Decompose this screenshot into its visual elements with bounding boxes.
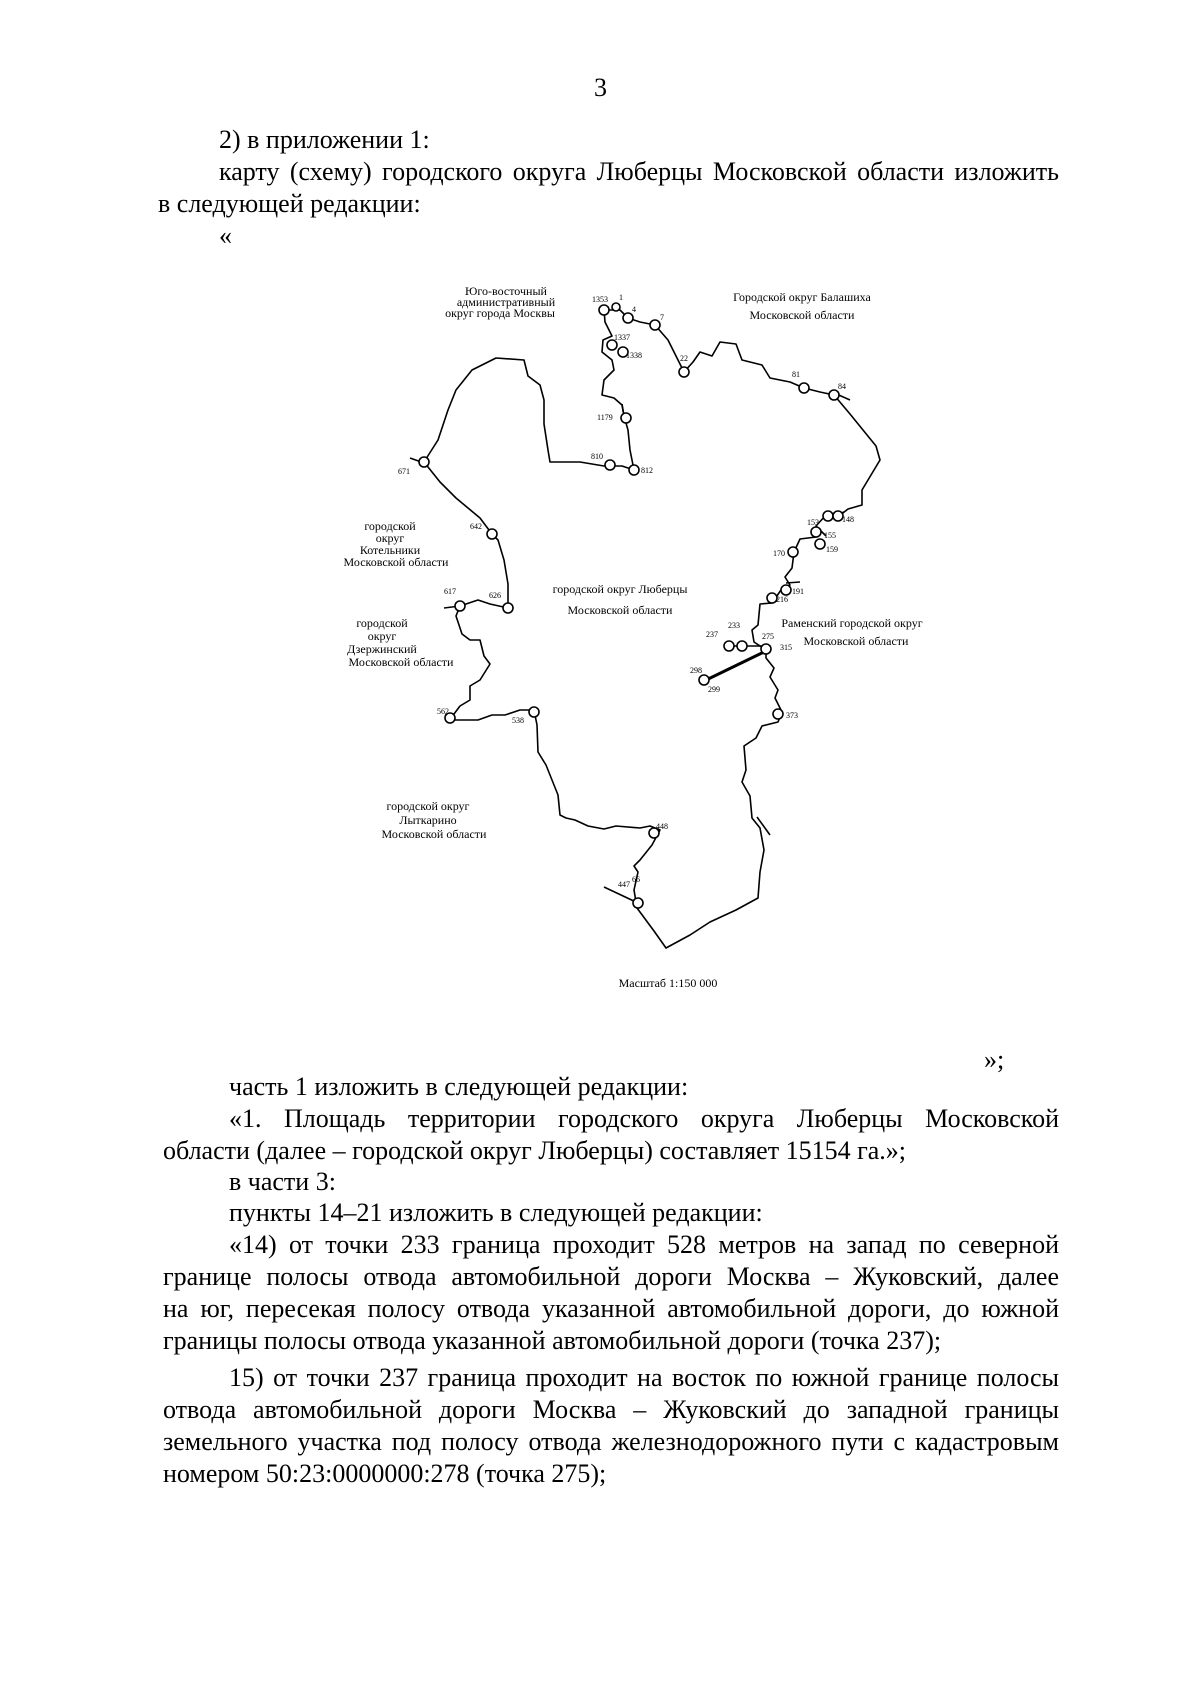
map-scale: Масштаб 1:150 000 <box>618 976 718 990</box>
point-label: 275 <box>762 632 774 641</box>
paragraph-line: земельного участка под полосу отвода железнодорожного пути с кадастровым <box>163 1427 1059 1456</box>
lytkarino-label: городской округ Лыткарино Московской области <box>381 799 487 841</box>
point-label: 671 <box>398 467 410 476</box>
intro-line-1: карту (схему) городского округа Люберцы Московской области изложить <box>219 157 1059 186</box>
ramenskoe-label: Раменский городской округ Московской области <box>781 616 923 648</box>
point-label: 81 <box>792 370 800 379</box>
point-label: 237 <box>706 630 718 639</box>
paragraph-line: на юг, пересекая полосу отвода указанной автомобильной дороги, до южной <box>163 1294 1059 1323</box>
point-label: 170 <box>773 549 785 558</box>
point-label: 1179 <box>597 413 613 422</box>
point-label: 233 <box>728 621 740 630</box>
point-label: 617 <box>444 587 456 596</box>
paragraph-line: границе полосы отвода автомобильной дороги Москва – Жуковский, далее <box>163 1262 1059 1291</box>
point-label: 191 <box>792 587 804 596</box>
point-label: 7 <box>660 313 664 322</box>
point-label: 626 <box>489 591 501 600</box>
paragraph-line: «14) от точки 233 граница проходит 528 метров на запад по северной <box>229 1230 1059 1259</box>
point-label: 22 <box>680 354 688 363</box>
paragraph-line: области (далее – городской округ Люберцы) составляет 15154 га.»; <box>163 1136 907 1165</box>
point-label: 373 <box>786 711 798 720</box>
paragraph-line: границы полосы отвода указанной автомобильной дороги (точка 237); <box>163 1326 942 1355</box>
paragraph-line: номером 50:23:0000000:278 (точка 275); <box>163 1459 607 1488</box>
paragraph: часть 1 изложить в следующей редакции: <box>229 1072 689 1101</box>
page-number: 3 <box>594 73 607 102</box>
point-label: 148 <box>842 515 854 524</box>
point-label: 812 <box>641 466 653 475</box>
area-labels <box>344 284 923 841</box>
point-label: 153 <box>807 518 819 527</box>
point-label: 299 <box>708 685 720 694</box>
point-label: 810 <box>591 452 603 461</box>
point-label: 155 <box>824 531 836 540</box>
point-label: 1338 <box>626 351 642 360</box>
paragraph: пункты 14–21 изложить в следующей редакции: <box>229 1198 763 1227</box>
close-quote: »; <box>984 1045 1005 1074</box>
point-label: 538 <box>512 716 524 725</box>
point-label: 562 <box>437 707 449 716</box>
point-label: 1 <box>619 293 623 302</box>
point-label: 159 <box>826 545 838 554</box>
kotelniki-label: городской округ Котельники Московской области <box>343 519 449 569</box>
point-label: 315 <box>780 643 792 652</box>
point-label: 66 <box>632 875 640 884</box>
point-label: 1337 <box>614 333 630 342</box>
dzerzhinsky-label: городской округ Дзержинский Московской области <box>347 616 454 669</box>
point-label: 298 <box>690 666 702 675</box>
lyubertsy-label: городской округ Люберцы Московской области <box>552 582 688 617</box>
intro-line-2: в следующей редакции: <box>158 189 421 218</box>
open-quote: « <box>219 221 232 250</box>
intro-item: 2) в приложении 1: <box>219 125 430 154</box>
moscow-label: Юго-восточный административный округ города Москвы <box>445 284 556 320</box>
point-label: 84 <box>838 382 846 391</box>
point-label: 4 <box>632 305 636 314</box>
point-label: 216 <box>776 595 788 604</box>
paragraph-line: отвода автомобильной дороги Москва – Жуковский до западной границы <box>163 1395 1059 1424</box>
point-label: 642 <box>470 522 482 531</box>
paragraph-line: «1. Площадь территории городского округа Люберцы Московской <box>229 1104 1059 1133</box>
point-label: 1353 <box>592 295 608 304</box>
point-label: 447 <box>618 880 630 889</box>
paragraph: в части 3: <box>229 1167 336 1196</box>
paragraph-line: 15) от точки 237 граница проходит на восток по южной границе полосы <box>229 1363 1059 1392</box>
balashikha-label: Городской округ Балашиха Московской области <box>733 290 871 322</box>
point-label: 448 <box>656 822 668 831</box>
